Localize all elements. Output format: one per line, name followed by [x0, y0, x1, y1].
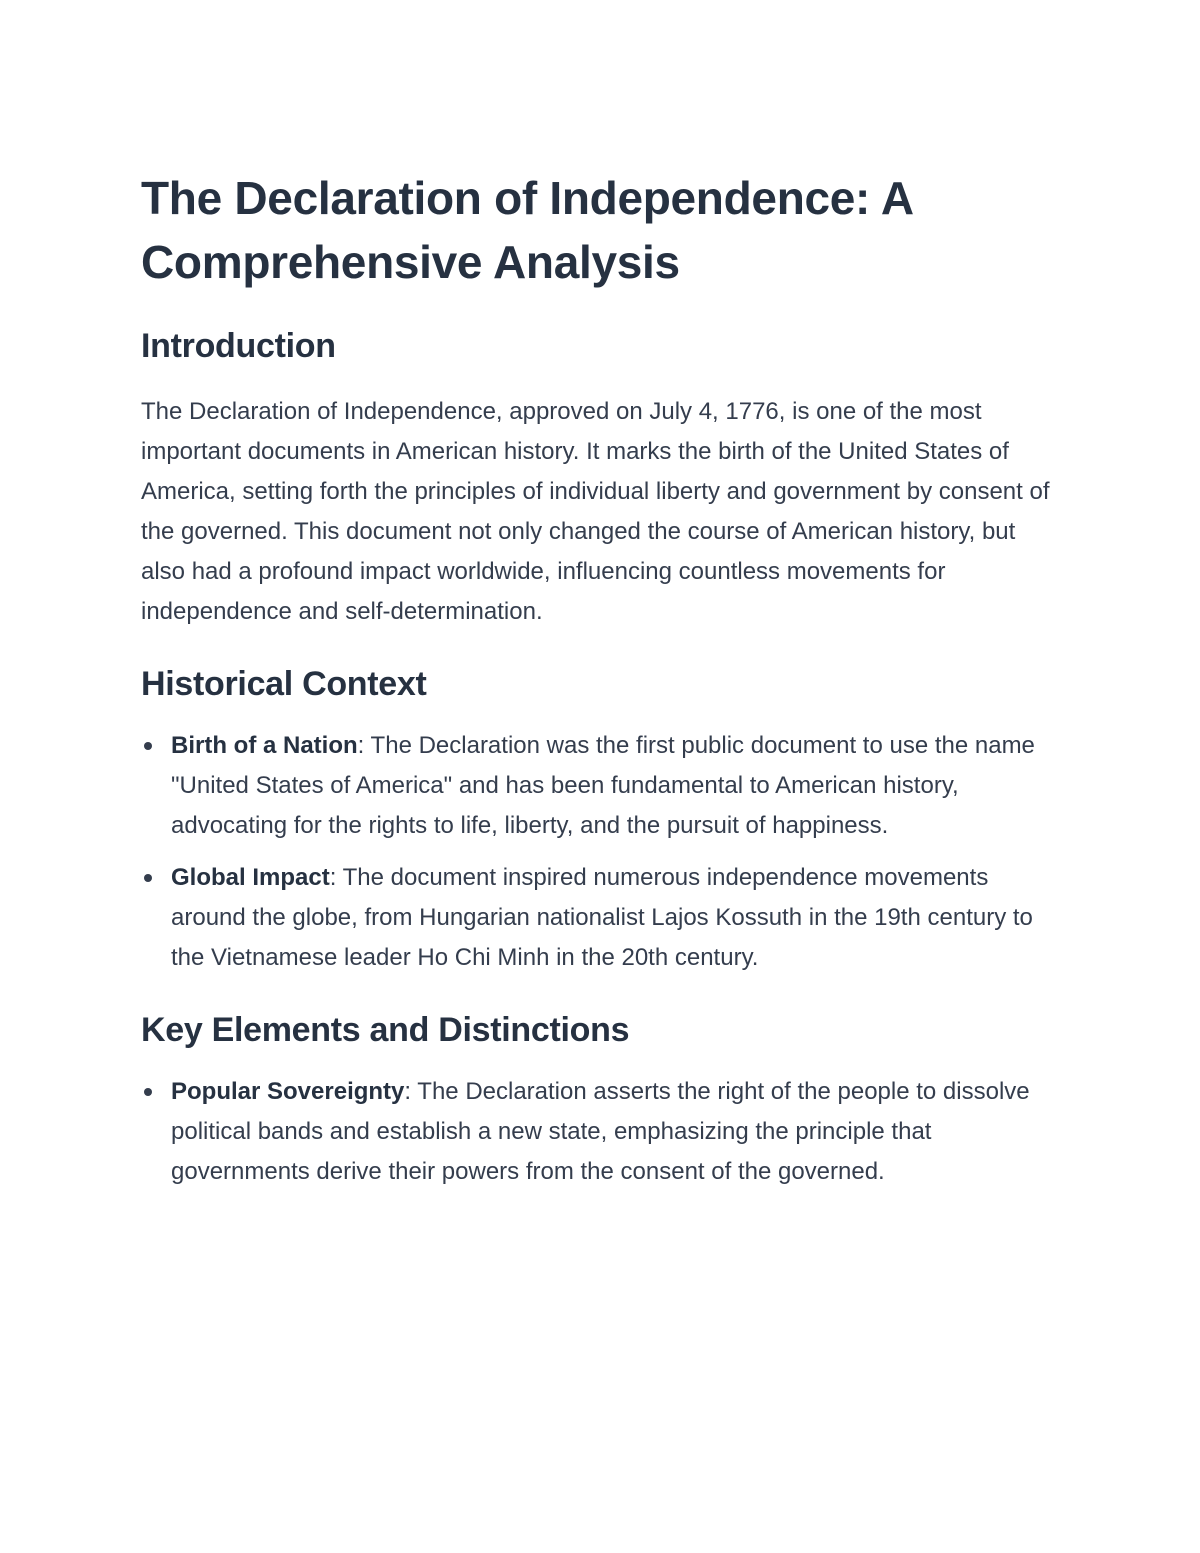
list-item — [141, 726, 1061, 846]
introduction-paragraph: The Declaration of Independence, approved on July 4, 1776, is one of the most important documents in American history. It marks the birth of the United States of America, setting forth the principles of individual liberty and government by consent of the governed. This document not only changed the course of American history, but also had a profound impact worldwide, influencing countless movements for independence and self-determination. — [141, 398, 1050, 625]
list-item-text: : The document inspired numerous independence movements around the globe, from Hungarian nationalist Lajos Kossuth in the 19th century to the Vietnamese leader Ho Chi Minh in the 20th century. — [171, 864, 1033, 971]
list-item — [141, 858, 1061, 978]
list-item-term: Popular Sovereignty — [171, 1078, 405, 1105]
section-heading-historical-context: Historical Context — [141, 665, 427, 703]
document-page — [141, 166, 1061, 1204]
section-heading-key-elements: Key Elements and Distinctions — [141, 1011, 630, 1049]
list-item-text: : The Declaration asserts the right of the people to dissolve political bands and establish a new state, emphasizing the principle that governments derive their powers from the consent of the governed. — [171, 1078, 1030, 1185]
document-title: The Declaration of Independence: A Comprehensive Analysis — [141, 172, 913, 288]
list-item-term: Global Impact — [171, 864, 330, 891]
bullet-icon — [144, 742, 152, 750]
key-elements-list — [141, 1072, 1061, 1192]
section-heading-introduction: Introduction — [141, 327, 336, 365]
list-item-text: : The Declaration was the first public document to use the name "United States of America" and has been fundamental to American history, advocating for the rights to life, liberty, and the pursuit of happiness. — [171, 732, 1035, 839]
bullet-icon — [144, 874, 152, 882]
bullet-icon — [144, 1088, 152, 1096]
historical-context-list — [141, 726, 1061, 978]
list-item-term: Birth of a Nation — [171, 732, 358, 759]
list-item — [141, 1072, 1061, 1192]
